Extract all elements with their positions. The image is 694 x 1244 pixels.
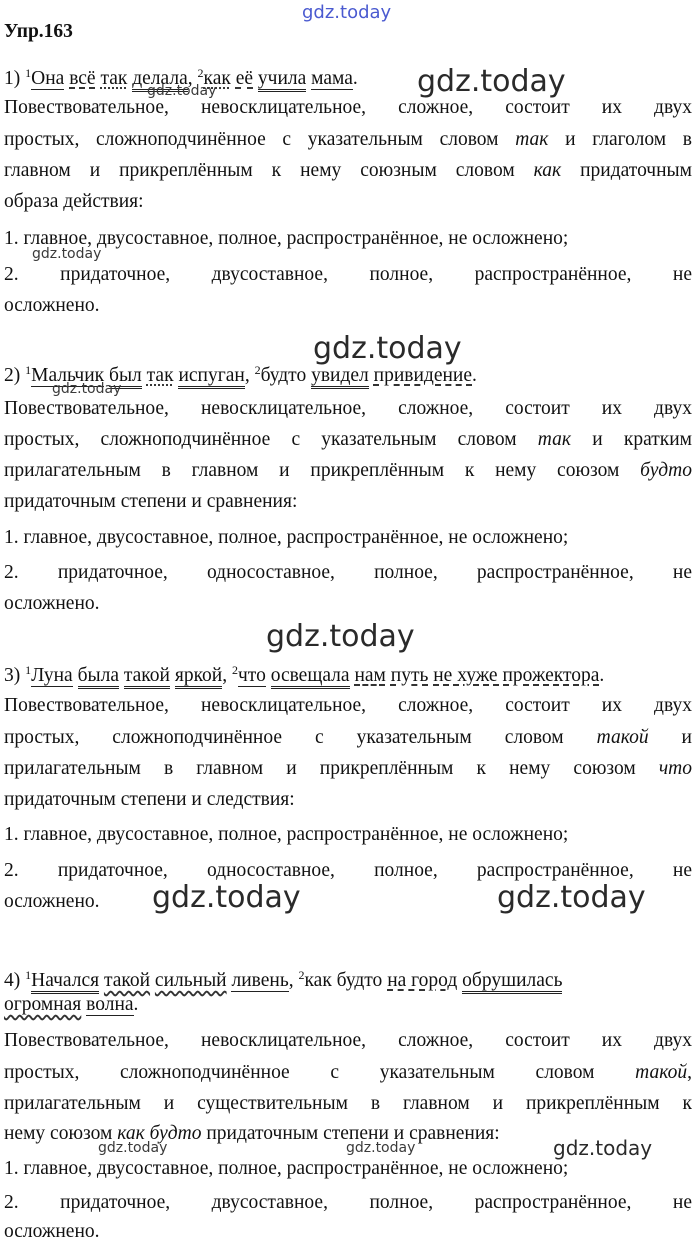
ex4-adverbial: на город: [387, 970, 458, 991]
ex4-part1-analysis: 1. главное, двусоставное, полное, распространённое, не осложнено;: [4, 1158, 569, 1179]
ex1-predicate: делала: [132, 68, 188, 92]
ex4-predicate2: обрушилась: [462, 970, 562, 994]
ex1-desc-line4: образа действия:: [4, 191, 144, 212]
ex4-sentence-line2: огромная волна.: [4, 994, 139, 1015]
ex2-predicate: был: [109, 365, 142, 389]
watermark: gdz.today: [147, 83, 217, 99]
watermark: gdz.today: [346, 1140, 416, 1156]
ex4-desc-line4: нему союзом как будто придаточным степени и сравнения:: [4, 1123, 500, 1144]
watermark: gdz.today: [417, 64, 566, 99]
ex1-desc-line3: главном и прикреплённым к нему союзным словом как придаточным: [4, 160, 692, 181]
ex4-predicate: Начался: [31, 970, 99, 994]
watermark: gdz.today: [553, 1136, 653, 1160]
ex1-object2: её: [235, 68, 254, 89]
ex3-desc-line3: прилагательным в главном и прикреплённым к нему союзом что: [4, 758, 692, 779]
ex3-subject: Луна: [31, 665, 73, 686]
ex4-part2-marker: 2: [298, 968, 305, 982]
ex3-desc-line2: простых, сложноподчинённое с указательным словом такой и: [4, 727, 692, 748]
ex2-desc-line3: прилагательным в главном и прикреплённым к нему союзом будто: [4, 460, 692, 481]
ex3-adverbial: не хуже прожектора: [433, 665, 600, 686]
ex3-part1-analysis: 1. главное, двусоставное, полное, распространённое, не осложнено;: [4, 824, 569, 845]
watermark: gdz.today: [152, 880, 301, 915]
ex4-number: 4): [4, 970, 26, 991]
ex1-predicate2: учила: [258, 68, 306, 92]
ex1-adverbial: так: [100, 68, 128, 89]
ex2-predicate-part: испуган: [178, 365, 244, 389]
ex3-desc-line4: придаточным степени и следствия:: [4, 789, 295, 810]
watermark: gdz.today: [497, 880, 646, 915]
ex1-subject: Она: [31, 68, 65, 89]
exercise-title: Упр.163: [4, 21, 73, 42]
ex2-part1-marker: 1: [25, 363, 32, 377]
ex2-part2-analysis: 2. придаточное, односоставное, полное, распространённое, не: [4, 562, 692, 583]
ex1-desc-line1: Повествовательное, невосклицательное, сложное, состоит их двух: [4, 97, 692, 118]
ex4-part2-analysis-end: осложнено.: [4, 1221, 100, 1242]
ex4-subject2: волна: [86, 994, 134, 1015]
ex2-desc-line4: придаточным степени и сравнения:: [4, 491, 298, 512]
ex2-desc-line1: Повествовательное, невосклицательное, сложное, состоит их двух: [4, 398, 692, 419]
ex1-number: 1): [4, 68, 26, 89]
ex1-desc-line2: простых, сложноподчинённое с указательным словом так и глаголом в: [4, 129, 692, 150]
ex2-conjunction: будто: [260, 365, 307, 386]
ex4-desc-line2: простых, сложноподчинённое с указательным словом такой,: [4, 1062, 692, 1083]
ex2-predicate2: увидел: [311, 365, 369, 389]
ex1-part2-analysis-end: осложнено.: [4, 295, 100, 316]
ex4-attribute: такой: [103, 970, 151, 991]
ex1-part1-analysis: 1. главное, двусоставное, полное, распространённое, не осложнено;: [4, 228, 569, 249]
ex1-subject2: мама: [311, 68, 353, 89]
ex4-conjunction: как будто: [304, 970, 383, 991]
ex3-predicate-part: такой: [124, 665, 170, 689]
ex3-object: нам: [354, 665, 386, 686]
ex3-sentence: 3) $^1$Луна была такой яркой, $^2$что освещала нам путь не хуже прожектора.: [4, 658, 692, 688]
top-watermark: gdz.today: [302, 2, 392, 23]
ex4-part1-marker: 1: [25, 968, 32, 982]
ex4-desc-line1: Повествовательное, невосклицательное, сложное, состоит их двух: [4, 1030, 692, 1051]
ex2-subject: Мальчик: [31, 365, 105, 386]
ex2-part2-marker: 2: [254, 363, 261, 377]
ex1-part2-marker: 2: [197, 66, 204, 80]
ex2-part1-analysis: 1. главное, двусоставное, полное, распространённое, не осложнено;: [4, 527, 569, 548]
ex3-desc-line1: Повествовательное, невосклицательное, сложное, состоит их двух: [4, 695, 692, 716]
watermark: gdz.today: [313, 331, 462, 366]
ex4-sentence-line1: 4) $^1$Начался такой сильный ливень, $^2$как будто на город обрушилась: [4, 963, 692, 993]
ex4-subject: ливень: [231, 970, 289, 991]
ex3-part2-analysis: 2. придаточное, односоставное, полное, распространённое, не: [4, 860, 692, 881]
ex1-sentence: 1) $^1$Она всё так делала, $^2$как её учила мама.: [4, 61, 692, 91]
ex3-predicate-part2: яркой: [175, 665, 222, 689]
ex1-object: всё: [69, 68, 96, 89]
ex1-connective: как: [203, 68, 231, 89]
ex3-predicate: была: [78, 665, 119, 689]
ex3-part1-marker: 1: [25, 663, 32, 677]
ex2-part2-analysis-end: осложнено.: [4, 593, 100, 614]
ex1-part1-marker: 1: [25, 66, 32, 80]
ex2-adverbial: так: [146, 365, 174, 386]
ex2-sentence: 2) $^1$Мальчик был так испуган, $^2$будто увидел привидение.: [4, 358, 692, 388]
ex3-part2-marker: 2: [232, 663, 238, 677]
ex4-part2-analysis: 2. придаточное, двусоставное, полное, распространённое, не: [4, 1192, 692, 1213]
watermark: gdz.today: [266, 619, 415, 654]
ex4-attribute3: огромная: [4, 994, 82, 1015]
ex2-desc-line2: простых, сложноподчинённое с указательным словом так и кратким: [4, 429, 692, 450]
ex2-object: привидение: [373, 365, 473, 386]
ex4-attribute2: сильный: [154, 970, 227, 991]
ex3-connective: что: [238, 665, 266, 686]
ex3-object2: путь: [390, 665, 429, 686]
ex3-number: 3): [4, 665, 26, 686]
watermark: gdz.today: [32, 246, 102, 262]
ex2-number: 2): [4, 365, 26, 386]
watermark: gdz.today: [98, 1140, 168, 1156]
ex4-desc-line3: прилагательным и существительным в главном и прикреплённым к: [4, 1093, 692, 1114]
ex3-predicate2: освещала: [271, 665, 350, 689]
watermark: gdz.today: [52, 381, 122, 397]
ex1-part2-analysis: 2. придаточное, двусоставное, полное, распространённое, не: [4, 264, 692, 285]
ex3-part2-analysis-end: осложнено.: [4, 891, 100, 912]
